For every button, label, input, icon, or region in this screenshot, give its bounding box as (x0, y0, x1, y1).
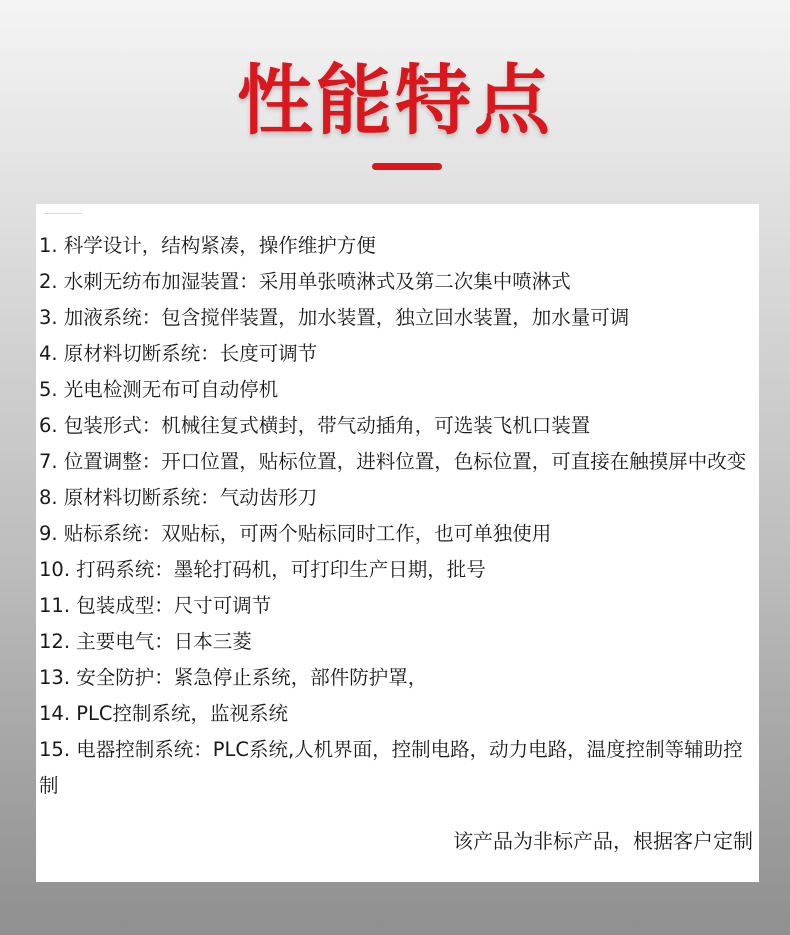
feature-item: 10. 打码系统：墨轮打码机，可打印生产日期，批号 (39, 558, 486, 581)
panel-divider (44, 213, 82, 214)
feature-item: 2. 水刺无纺布加湿装置：采用单张喷淋式及第二次集中喷淋式 (39, 270, 571, 293)
feature-item: 7. 位置调整：开口位置，贴标位置，进料位置，色标位置，可直接在触摸屏中改变 (39, 450, 747, 473)
feature-item: 13. 安全防护：紧急停止系统，部件防护罩， (39, 666, 428, 689)
feature-item: 4. 原材料切断系统：长度可调节 (39, 342, 318, 365)
feature-item: 12. 主要电气：日本三菱 (39, 630, 252, 653)
title-underline (372, 163, 442, 170)
feature-item: 9. 贴标系统：双贴标，可两个贴标同时工作，也可单独使用 (39, 522, 552, 545)
feature-item: 8. 原材料切断系统：气动齿形刀 (39, 486, 318, 509)
custom-order-note: 该产品为非标产品，根据客户定制 (453, 829, 753, 853)
feature-item: 15. 电器控制系统：PLC系统,人机界面，控制电路，动力电路，温度控制等辅助控制 (39, 738, 743, 797)
page-title: 性能特点 (237, 56, 553, 145)
feature-item: 3. 加液系统：包含搅伴装置，加水装置，独立回水装置，加水量可调 (39, 306, 630, 329)
features-panel (36, 204, 759, 882)
feature-item: 5. 光电检测无布可自动停机 (39, 378, 279, 401)
feature-item: 6. 包装形式：机械往复式横封，带气动插角，可选装飞机口装置 (39, 414, 591, 437)
feature-item: 1. 科学设计，结构紧凑，操作维护方便 (39, 234, 376, 257)
features-list (39, 228, 757, 804)
feature-item: 11. 包装成型：尺寸可调节 (39, 594, 272, 617)
feature-item: 14. PLC控制系统，监视系统 (39, 702, 288, 725)
